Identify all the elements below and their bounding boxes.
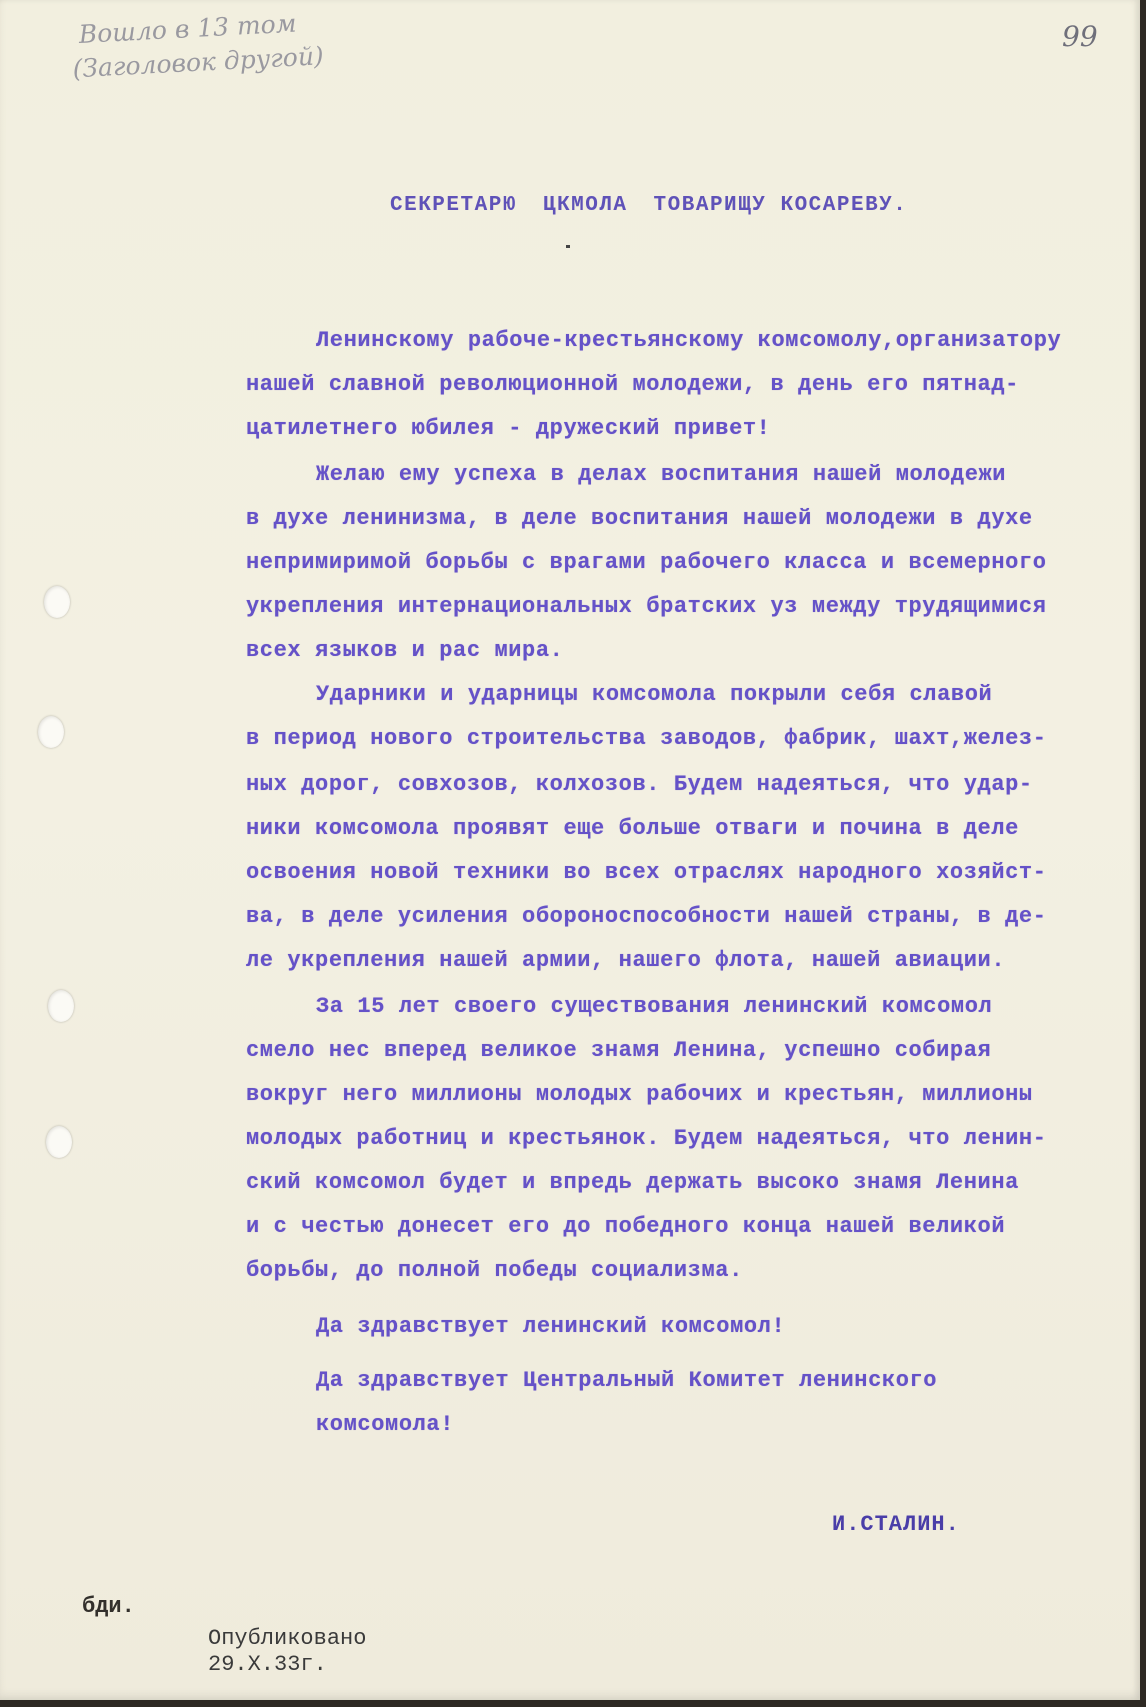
page-number: 99	[1062, 20, 1098, 53]
body-line: нашей славной революционной молодежи, в день его пятнад-	[246, 372, 1019, 397]
body-line: ники комсомола проявят еще больше отваги и почина в деле	[246, 816, 1019, 841]
body-line: Да здравствует Центральный Комитет ленинского	[316, 1368, 938, 1393]
body-line: Ленинскому рабоче-крестьянскому комсомолу,организатору	[316, 328, 1062, 353]
title-part2: ЦКМОЛА	[542, 194, 628, 217]
body-line: смело нес вперед великое знамя Ленина, успешно собирая	[246, 1038, 992, 1063]
body-line: освоения новой техники во всех отраслях народного хозяйст-	[246, 860, 1047, 885]
publication-date: 29.X.33г.	[208, 1652, 327, 1677]
body-line: ле укрепления нашей армии, нашего флота, нашей авиации.	[246, 948, 1006, 973]
body-line: непримиримой борьбы с врагами рабочего класса и всемерного	[246, 550, 1047, 575]
handwritten-note-line1: Вошло в 13 том	[78, 8, 298, 49]
body-line: всех языков и рас мира.	[246, 638, 564, 663]
body-line: ва, в деле усиления обороноспособности нашей страны, в де-	[246, 904, 1047, 929]
body-line: комсомола!	[316, 1412, 455, 1437]
body-line: ский комсомол будет и впредь держать высоко знамя Ленина	[246, 1170, 1019, 1195]
punch-hole	[38, 716, 64, 748]
publication-note	[208, 1626, 366, 1678]
page-edge-bottom	[0, 1700, 1146, 1707]
body-line: укрепления интернациональных братских уз между трудящимися	[246, 594, 1047, 619]
body-line: в период нового строительства заводов, фабрик, шахт,желез-	[246, 726, 1047, 751]
handwritten-note	[71, 5, 325, 86]
document-title	[390, 194, 907, 217]
body-line: борьбы, до полной победы социализма.	[246, 1258, 743, 1283]
punch-hole	[44, 586, 70, 618]
punch-hole	[46, 1126, 72, 1158]
ink-dot	[566, 245, 570, 248]
publication-label: Опубликовано	[208, 1626, 367, 1651]
body-line: За 15 лет своего существования ленинский комсомол	[316, 994, 993, 1019]
body-line: и с честью донесет его до победного конца нашей великой	[246, 1214, 1006, 1239]
body-line: Желаю ему успеха в делах воспитания нашей молодежи	[316, 462, 1007, 487]
body-line: Да здравствует ленинский комсомол!	[316, 1314, 786, 1339]
signature: И.СТАЛИН.	[832, 1512, 960, 1537]
body-line: вокруг него миллионы молодых рабочих и крестьян, миллионы	[246, 1082, 1033, 1107]
body-line: цатилетнего юбилея - дружеский привет!	[246, 416, 771, 441]
body-line: молодых работниц и крестьянок. Будем надеяться, что ленин-	[246, 1126, 1047, 1151]
typist-initials: бди.	[82, 1594, 135, 1619]
page-edge-right	[1140, 0, 1146, 1707]
body-line: в духе ленинизма, в деле воспитания нашей молодежи в духе	[246, 506, 1033, 531]
punch-hole	[48, 990, 74, 1022]
handwritten-note-line2: (Заголовок другой)	[71, 41, 325, 84]
body-line: Ударники и ударницы комсомола покрыли себя славой	[316, 682, 993, 707]
title-part3: ТОВАРИЩУ КОСАРЕВУ.	[653, 194, 908, 217]
title-part1: СЕКРЕТАРЮ	[390, 194, 517, 217]
body-line: ных дорог, совхозов, колхозов. Будем надеяться, что удар-	[246, 772, 1033, 797]
